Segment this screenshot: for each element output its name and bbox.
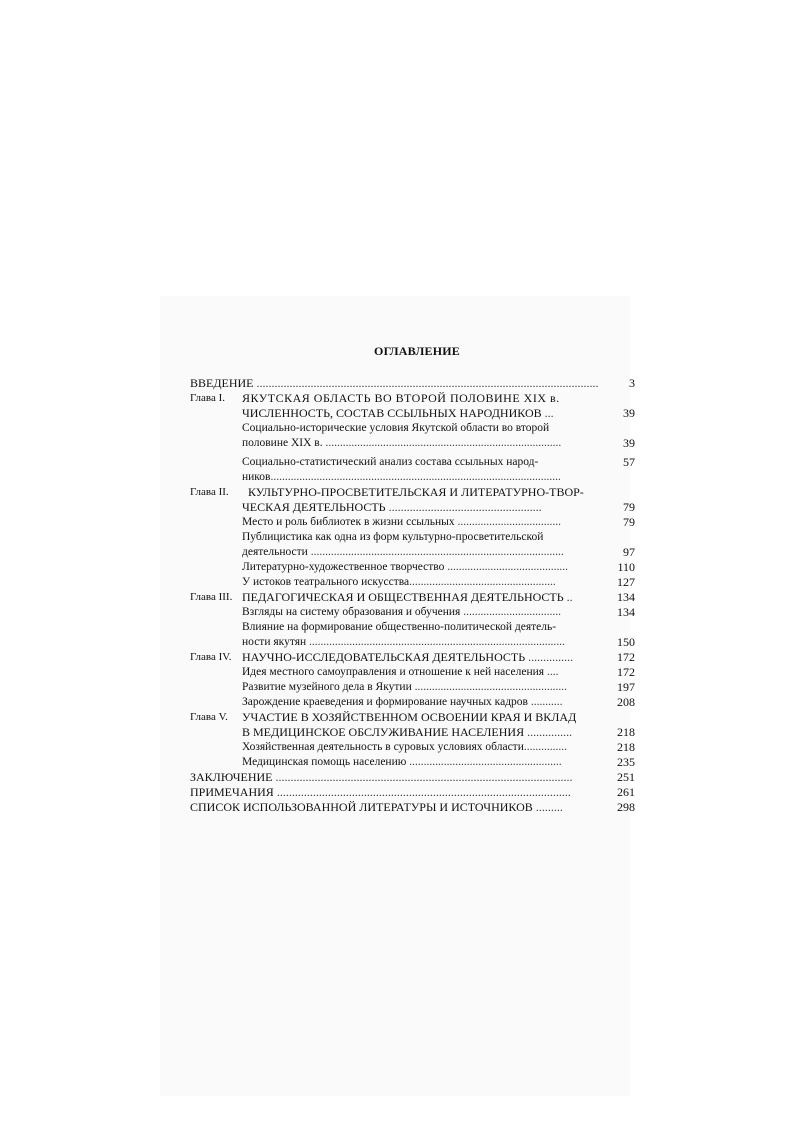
toc-entry-notes[interactable] — [190, 785, 635, 800]
toc-entry-text: ЧЕСКАЯ ДЕЯТЕЛЬНОСТЬ — [242, 500, 386, 514]
toc-page-number: 127 — [617, 575, 635, 589]
leader-dots: ............... — [523, 741, 567, 753]
toc-entry-text: ности якутян — [242, 636, 307, 648]
toc-entry-text: Идея местного самоуправления и отношение к ней населения — [242, 666, 545, 678]
toc-entry-text: Развитие музейного дела в Якутии — [242, 681, 412, 693]
leader-dots: ............... — [528, 650, 574, 664]
toc-page-number: 197 — [617, 680, 635, 694]
toc-page-number: 218 — [617, 740, 635, 754]
toc-page-number: 208 — [617, 695, 635, 709]
toc-entry-text: деятельности — [242, 546, 308, 558]
toc-page-number: 134 — [617, 590, 635, 604]
toc-subentry[interactable] — [190, 470, 635, 485]
toc-entry-chapter-2[interactable] — [190, 485, 635, 500]
toc-entry-text: НАУЧНО-ИССЛЕДОВАТЕЛЬСКАЯ ДЕЯТЕЛЬНОСТЬ — [242, 650, 526, 664]
toc-entry-text: ЗАКЛЮЧЕНИЕ — [190, 770, 273, 784]
toc-entry-text: Хозяйственная деятельность в суровых условиях области — [242, 741, 524, 753]
leader-dots: ................................................................................................... — [275, 770, 573, 784]
page-title: ОГЛАВЛЕНИЕ — [374, 344, 460, 358]
toc-entry-chapter-1-cont[interactable] — [190, 406, 635, 421]
toc-entry-text: Социально-исторические условия Якутской области во второй — [242, 422, 550, 434]
chapter-label: Глава IV. — [190, 651, 232, 663]
toc-entry-text: ПЕДАГОГИЧЕСКАЯ И ОБЩЕСТВЕННАЯ ДЕЯТЕЛЬНОСТЬ — [242, 590, 564, 604]
toc-page-number: 57 — [623, 455, 635, 469]
toc-subentry[interactable] — [190, 436, 635, 451]
toc-entry-conclusion[interactable] — [190, 770, 635, 785]
toc-subentry[interactable] — [190, 740, 635, 755]
toc-entry-text: У истоков театрального искусства — [242, 576, 410, 588]
toc-page-number: 79 — [623, 500, 635, 514]
toc-page-number: 235 — [617, 755, 635, 769]
leader-dots: .................................... — [457, 516, 562, 528]
toc-entry-text: УЧАСТИЕ В ХОЗЯЙСТВЕННОМ ОСВОЕНИИ КРАЯ И ВКЛАД — [242, 710, 577, 724]
toc-page-number: 218 — [617, 725, 635, 739]
toc-entry-text: Медицинская помощь населению — [242, 756, 407, 768]
toc-entry-text: Социально-статистический анализ состава ссыльных народ- — [242, 456, 539, 468]
chapter-label: Глава V. — [190, 711, 228, 723]
toc-entry-chapter-2-cont[interactable] — [190, 500, 635, 515]
chapter-label: Глава II. — [190, 486, 229, 498]
toc-entry-text: ЯКУТСКАЯ ОБЛАСТЬ ВО ВТОРОЙ ПОЛОВИНЕ XIX в. — [242, 391, 560, 405]
leader-dots: ......................................................................................... — [309, 636, 565, 648]
leader-dots: .......................................... — [447, 561, 568, 573]
toc-entry-text: Зарождение краеведения и формирование научных кадров — [242, 696, 528, 708]
leader-dots: .................................................................................................................. — [256, 376, 599, 390]
toc-entry-text: Место и роль библиотек в жизни ссыльных — [242, 516, 455, 528]
leader-dots: ............... — [527, 725, 573, 739]
toc-entry-bibliography[interactable] — [190, 800, 635, 815]
leader-dots: .. — [566, 590, 573, 604]
toc-page-number: 298 — [617, 800, 635, 814]
leader-dots: .................................................................................. — [325, 437, 562, 449]
leader-dots: .... — [546, 666, 559, 678]
toc-subentry[interactable] — [190, 575, 635, 590]
toc-page-number: 261 — [617, 785, 635, 799]
toc-page-number: 172 — [617, 665, 635, 679]
toc-subentry[interactable] — [190, 560, 635, 575]
toc-subentry[interactable] — [190, 755, 635, 770]
toc-page-number: 110 — [617, 560, 635, 574]
toc-page-number: 39 — [623, 406, 635, 420]
toc-entry-text: ВВЕДЕНИЕ — [190, 376, 254, 390]
toc-subentry[interactable] — [190, 620, 635, 635]
toc-subentry[interactable] — [190, 695, 635, 710]
leader-dots: ..................................................................................................... — [270, 471, 561, 483]
table-of-contents — [190, 376, 635, 815]
toc-entry-text: Взгляды на систему образования и обучения — [242, 606, 461, 618]
chapter-label: Глава III. — [190, 591, 233, 603]
toc-subentry[interactable] — [190, 530, 635, 545]
toc-entry-chapter-1[interactable] — [190, 391, 635, 406]
leader-dots: .................................................................................................. — [276, 785, 571, 799]
toc-entry-chapter-3[interactable] — [190, 590, 635, 605]
toc-subentry[interactable] — [190, 635, 635, 650]
leader-dots: ..................................................... — [414, 681, 567, 693]
toc-entry-text: ЧИСЛЕННОСТЬ, СОСТАВ ССЫЛЬНЫХ НАРОДНИКОВ — [242, 406, 542, 420]
toc-entry-text: половине XIX в. — [242, 437, 323, 449]
leader-dots: ................................................... — [409, 576, 556, 588]
toc-page-number: 39 — [623, 436, 635, 450]
toc-entry-text: Литературно-художественное творчество — [242, 561, 445, 573]
leader-dots: ........... — [530, 696, 563, 708]
toc-page-number: 3 — [629, 376, 635, 390]
toc-page-number: 251 — [617, 770, 635, 784]
toc-entry-text: Публицистика как одна из форм культурно-просветительской — [242, 531, 544, 543]
toc-subentry[interactable] — [190, 665, 635, 680]
leader-dots: ................................................... — [388, 500, 542, 514]
leader-dots: ... — [544, 406, 554, 420]
toc-entry-text: ников — [242, 471, 271, 483]
toc-entry-text: В МЕДИЦИНСКОЕ ОБСЛУЖИВАНИЕ НАСЕЛЕНИЯ — [242, 725, 525, 739]
toc-page-number: 150 — [617, 635, 635, 649]
toc-entry-text: СПИСОК ИСПОЛЬЗОВАННОЙ ЛИТЕРАТУРЫ И ИСТОЧНИКОВ — [190, 800, 533, 814]
leader-dots: .................................. — [463, 606, 561, 618]
leader-dots: ..................................................... — [409, 756, 562, 768]
toc-subentry[interactable] — [190, 680, 635, 695]
chapter-label: Глава I. — [190, 392, 225, 404]
toc-entry-text: КУЛЬТУРНО-ПРОСВЕТИТЕЛЬСКАЯ И ЛИТЕРАТУРНО-ТВОР- — [248, 485, 584, 499]
toc-subentry[interactable] — [190, 545, 635, 560]
toc-subentry[interactable] — [190, 455, 635, 470]
toc-page-number: 97 — [623, 545, 635, 559]
toc-page-number: 79 — [623, 515, 635, 529]
toc-page-number: 172 — [617, 650, 635, 664]
toc-subentry[interactable] — [190, 605, 635, 620]
leader-dots: ........................................................................................ — [310, 546, 564, 558]
toc-subentry[interactable] — [190, 515, 635, 530]
toc-entry-introduction[interactable] — [190, 376, 635, 391]
toc-entry-text: ПРИМЕЧАНИЯ — [190, 785, 274, 799]
toc-entry-text: Влияние на формирование общественно-политической деятель- — [242, 621, 557, 633]
toc-subentry[interactable] — [190, 421, 635, 436]
toc-entry-chapter-5[interactable] — [190, 710, 635, 725]
toc-entry-chapter-5-cont[interactable] — [190, 725, 635, 740]
toc-entry-chapter-4[interactable] — [190, 650, 635, 665]
toc-page-number: 134 — [617, 605, 635, 619]
leader-dots: ......... — [535, 800, 563, 814]
